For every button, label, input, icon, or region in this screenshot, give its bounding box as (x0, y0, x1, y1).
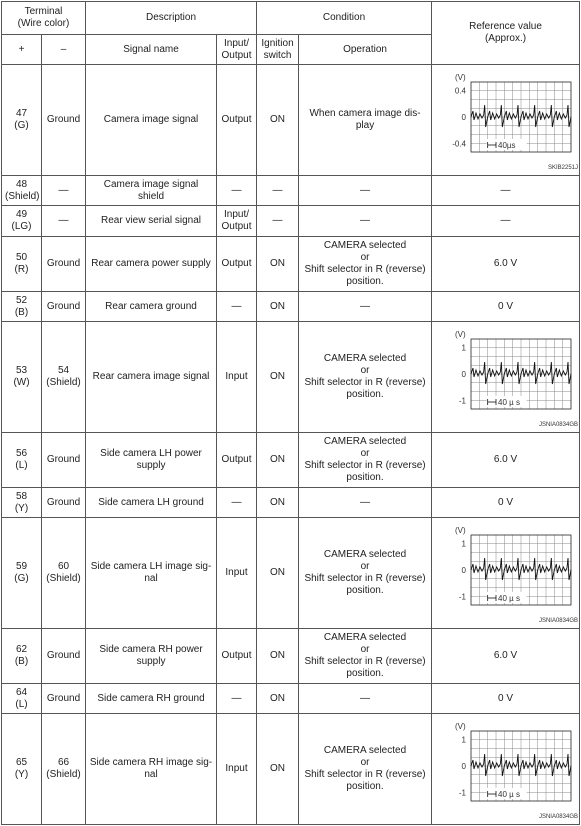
reference-value-cell: 0 V (432, 488, 580, 518)
operation-line: or (360, 561, 370, 572)
terminal-minus-line: — (58, 184, 69, 196)
terminal-minus-line: Ground (46, 650, 81, 661)
operation-line: play (355, 120, 375, 131)
input-output-cell (217, 518, 257, 629)
terminal-plus-line: 65 (15, 757, 28, 768)
waveform-y-unit: (V) (455, 722, 466, 731)
table-row (2, 488, 580, 518)
operation-line: — (360, 300, 371, 312)
ignition-switch-cell: ON (257, 322, 299, 433)
operation-cell (299, 629, 432, 684)
terminal-minus-cell (42, 629, 86, 684)
input-output-header (217, 35, 257, 65)
terminal-minus-cell (42, 206, 86, 237)
operation-cell (299, 714, 432, 825)
time-scale-label: 40µs (498, 141, 516, 150)
terminal-plus-line: (Y) (14, 502, 29, 514)
input-output-header-line: Input/ (224, 37, 250, 49)
operation-line: Shift selector in R (reverse) (304, 573, 426, 584)
terminal-plus-cell (2, 322, 42, 433)
signal-name-line: Side camera RH power (99, 644, 203, 655)
signal-name-line: nal (144, 769, 158, 780)
ignition-switch-cell: ON (257, 292, 299, 322)
reference-header-line: Reference value (469, 21, 542, 32)
reference-value-cell: — (432, 176, 580, 206)
time-scale-label: 40 µ s (498, 790, 520, 799)
table-row (2, 237, 580, 292)
terminal-plus-line: (G) (14, 573, 29, 584)
terminal-minus-cell (42, 488, 86, 518)
operation-line: Shift selector in R (reverse) (304, 377, 426, 388)
input-output-cell (217, 629, 257, 684)
signal-name-cell (86, 518, 217, 629)
wire-color-header-line: (Wire color) (17, 18, 70, 29)
operation-cell (299, 488, 432, 518)
signal-name-cell (86, 292, 217, 322)
signal-name-cell (86, 237, 217, 292)
operation-cell (299, 65, 432, 176)
terminal-plus-line: 58 (15, 490, 28, 502)
terminal-plus-line: 52 (15, 294, 28, 306)
operation-line: Shift selector in R (reverse) (304, 264, 426, 275)
description-header: Description (86, 2, 257, 35)
ignition-switch-cell: ON (257, 65, 299, 176)
operation-line: CAMERA selected (323, 353, 407, 364)
ignition-switch-cell: — (257, 176, 299, 206)
terminal-plus-line: 53 (15, 365, 28, 376)
terminal-minus-line: Ground (46, 454, 81, 465)
operation-header: Operation (299, 35, 432, 65)
ignition-header-line: Ignition (261, 37, 294, 49)
input-output-cell (217, 714, 257, 825)
ignition-switch-cell: ON (257, 714, 299, 825)
terminal-minus-line: Ground (46, 258, 81, 269)
terminal-minus-cell (42, 714, 86, 825)
signal-name-line: Side camera LH ground (98, 496, 204, 508)
operation-cell (299, 206, 432, 237)
reference-value-cell: 0 V (432, 292, 580, 322)
switch-header-line: switch (263, 49, 292, 61)
table-row (2, 176, 580, 206)
terminal-minus-cell (42, 65, 86, 176)
waveform-tick-label: 0 (461, 113, 467, 122)
terminal-plus-cell (2, 684, 42, 714)
table-row (2, 629, 580, 684)
signal-name-line: Rear camera image signal (92, 371, 210, 382)
signal-name-cell (86, 322, 217, 433)
terminal-plus-line: (L) (15, 460, 28, 471)
table-row (2, 65, 580, 176)
input-output-cell (217, 488, 257, 518)
terminal-plus-line: (G) (14, 120, 29, 131)
table-row (2, 292, 580, 322)
terminal-minus-line: 66 (57, 757, 70, 768)
terminal-plus-line: (Y) (14, 769, 29, 780)
reference-value-cell: 6.0 V (432, 237, 580, 292)
input-output-header-line: Output (221, 49, 252, 61)
terminal-minus-line: Ground (46, 496, 81, 508)
terminal-plus-line: (B) (14, 306, 29, 318)
operation-cell (299, 176, 432, 206)
input-output-line: Output (221, 114, 252, 125)
figure-code: SKIB2251J (548, 165, 579, 171)
terminal-plus-line: (Shield) (5, 190, 40, 202)
signal-name-line: Rear camera power supply (91, 258, 211, 269)
minus-header: – (42, 35, 86, 65)
operation-line: position. (346, 668, 384, 679)
time-scale-label: 40 µ s (498, 594, 520, 603)
signal-name-header: Signal name (86, 35, 217, 65)
terminal-plus-line: (R) (14, 264, 29, 275)
reference-value-cell (432, 322, 580, 433)
ignition-switch-cell: — (257, 206, 299, 237)
terminal-plus-line: 48 (15, 178, 28, 190)
ignition-switch-cell: ON (257, 237, 299, 292)
operation-cell (299, 237, 432, 292)
operation-cell (299, 684, 432, 714)
signal-name-line: nal (144, 573, 158, 584)
input-output-cell (217, 684, 257, 714)
input-output-cell (217, 206, 257, 237)
signal-name-cell (86, 65, 217, 176)
operation-cell (299, 433, 432, 488)
waveform-tick-label: 0 (461, 762, 467, 771)
signal-name-line: Side camera LH image sig- (90, 561, 212, 572)
waveform-chart (435, 521, 580, 625)
operation-cell (299, 518, 432, 629)
operation-line: — (360, 496, 371, 508)
terminal-minus-line: 60 (57, 561, 70, 572)
waveform-tick-label: 1 (461, 735, 467, 745)
signal-name-line: Side camera RH image sig- (89, 757, 213, 768)
figure-code: JSNIA0834GB (539, 618, 579, 624)
input-output-cell (217, 176, 257, 206)
terminal-plus-cell (2, 237, 42, 292)
waveform-chart (435, 717, 580, 821)
operation-cell (299, 292, 432, 322)
input-output-line: Output (221, 258, 252, 269)
reference-value-cell: — (432, 206, 580, 237)
waveform-tick-label: -1 (458, 592, 467, 602)
reference-value-cell (432, 518, 580, 629)
terminal-plus-line: 56 (15, 448, 28, 459)
terminal-plus-line: (LG) (11, 221, 32, 232)
condition-header: Condition (257, 2, 432, 35)
operation-line: position. (346, 276, 384, 287)
ignition-switch-cell: ON (257, 433, 299, 488)
operation-line: Shift selector in R (reverse) (304, 656, 426, 667)
ignition-switch-cell: ON (257, 629, 299, 684)
input-output-cell (217, 322, 257, 433)
operation-line: or (360, 365, 370, 376)
input-output-line: — (231, 184, 242, 196)
input-output-line: Output (221, 221, 252, 232)
signal-name-line: Rear view serial signal (100, 215, 202, 226)
terminal-spec-table (1, 1, 580, 825)
operation-cell (299, 322, 432, 433)
signal-name-line: Rear camera ground (105, 300, 197, 312)
ignition-switch-header (257, 35, 299, 65)
table-row (2, 518, 580, 629)
terminal-minus-cell (42, 518, 86, 629)
input-output-cell (217, 433, 257, 488)
terminal-plus-line: (L) (15, 698, 28, 710)
waveform-tick-label: 0.4 (454, 86, 467, 96)
terminal-plus-cell (2, 714, 42, 825)
terminal-minus-line: 54 (57, 365, 70, 376)
ignition-switch-cell: ON (257, 488, 299, 518)
terminal-minus-cell (42, 433, 86, 488)
operation-line: CAMERA selected (323, 436, 407, 447)
input-output-line: — (231, 692, 242, 704)
waveform-tick-label: -1 (458, 396, 467, 406)
operation-line: Shift selector in R (reverse) (304, 769, 426, 780)
figure-code: JSNIA0834GB (539, 422, 579, 428)
plus-header: + (2, 35, 42, 65)
input-output-line: Output (221, 650, 252, 661)
ignition-switch-cell: ON (257, 684, 299, 714)
terminal-minus-line: — (58, 215, 69, 226)
operation-line: CAMERA selected (323, 549, 407, 560)
input-output-cell (217, 65, 257, 176)
terminal-plus-line: (W) (13, 377, 30, 388)
waveform-y-unit: (V) (455, 73, 466, 82)
input-output-line: Input/ (224, 209, 250, 220)
terminal-plus-cell (2, 176, 42, 206)
signal-name-line: supply (136, 460, 166, 471)
waveform-chart (435, 68, 580, 172)
terminal-plus-cell (2, 629, 42, 684)
operation-line: CAMERA selected (323, 745, 407, 756)
reference-value-cell (432, 714, 580, 825)
terminal-minus-line: (Shield) (46, 769, 81, 780)
terminal-plus-line: 59 (15, 561, 28, 572)
operation-line: or (360, 448, 370, 459)
signal-name-line: Camera image signal (103, 114, 199, 125)
reference-value-cell: 6.0 V (432, 433, 580, 488)
operation-line: — (360, 692, 371, 704)
operation-line: Shift selector in R (reverse) (304, 460, 426, 471)
terminal-plus-cell (2, 65, 42, 176)
signal-name-cell (86, 684, 217, 714)
terminal-plus-line: 64 (15, 686, 28, 698)
operation-line: position. (346, 389, 384, 400)
terminal-plus-line: 62 (15, 644, 28, 655)
waveform-tick-label: -0.4 (452, 139, 467, 149)
signal-name-line: Side camera LH power (100, 448, 202, 459)
signal-name-line: Side camera RH ground (97, 692, 205, 704)
terminal-plus-line: 47 (15, 108, 28, 119)
operation-line: — (360, 184, 371, 196)
waveform-tick-label: 1 (461, 539, 467, 549)
terminal-minus-cell (42, 292, 86, 322)
waveform-tick-label: 1 (461, 343, 467, 353)
waveform-y-unit: (V) (455, 330, 466, 339)
figure-code: JSNIA0834GB (539, 814, 579, 820)
operation-line: or (360, 644, 370, 655)
operation-line: or (360, 252, 370, 263)
table-body (2, 65, 580, 825)
input-output-cell (217, 292, 257, 322)
operation-line: or (360, 757, 370, 768)
terminal-minus-line: Ground (46, 300, 81, 312)
table-row (2, 206, 580, 237)
operation-line: position. (346, 585, 384, 596)
table-row (2, 322, 580, 433)
terminal-minus-cell (42, 322, 86, 433)
terminal-minus-line: Ground (46, 692, 81, 704)
reference-header (432, 2, 580, 65)
terminal-plus-line: 50 (15, 252, 28, 263)
terminal-minus-cell (42, 684, 86, 714)
terminal-plus-cell (2, 518, 42, 629)
waveform-y-unit: (V) (455, 526, 466, 535)
waveform-tick-label: 0 (461, 370, 467, 379)
terminal-minus-cell (42, 237, 86, 292)
signal-name-line: supply (136, 656, 166, 667)
signal-name-cell (86, 176, 217, 206)
approx-header-line: (Approx.) (484, 33, 527, 44)
input-output-line: — (231, 496, 242, 508)
terminal-plus-cell (2, 433, 42, 488)
waveform-tick-label: -1 (458, 788, 467, 798)
input-output-line: Input (225, 371, 248, 382)
terminal-plus-cell (2, 206, 42, 237)
operation-line: When camera image dis- (309, 108, 421, 119)
terminal-minus-line: (Shield) (46, 377, 81, 388)
ignition-switch-cell: ON (257, 518, 299, 629)
signal-name-cell (86, 629, 217, 684)
operation-line: CAMERA selected (323, 632, 407, 643)
table-row (2, 714, 580, 825)
input-output-line: — (231, 300, 242, 312)
reference-value-cell: 0 V (432, 684, 580, 714)
terminal-minus-line: (Shield) (46, 573, 81, 584)
terminal-header-line: Terminal (24, 6, 63, 17)
operation-line: position. (346, 781, 384, 792)
signal-name-cell (86, 206, 217, 237)
table-row (2, 684, 580, 714)
terminal-plus-cell (2, 488, 42, 518)
waveform-tick-label: 0 (461, 566, 467, 575)
time-scale-label: 40 µ s (498, 398, 520, 407)
operation-line: CAMERA selected (323, 240, 407, 251)
reference-value-cell: 6.0 V (432, 629, 580, 684)
input-output-line: Input (225, 567, 248, 578)
terminal-minus-cell (42, 176, 86, 206)
operation-line: position. (346, 472, 384, 483)
signal-name-cell (86, 714, 217, 825)
signal-name-line: Camera image signal (103, 178, 199, 190)
signal-name-line: shield (137, 190, 165, 202)
input-output-line: Output (221, 454, 252, 465)
input-output-cell (217, 237, 257, 292)
waveform-chart (435, 325, 580, 429)
terminal-plus-line: (B) (14, 656, 29, 667)
operation-line: — (360, 215, 371, 226)
signal-name-cell (86, 488, 217, 518)
signal-name-cell (86, 433, 217, 488)
reference-value-cell (432, 65, 580, 176)
terminal-minus-line: Ground (46, 114, 81, 125)
input-output-line: Input (225, 763, 248, 774)
header-row-top (2, 2, 580, 35)
terminal-plus-line: 49 (15, 209, 28, 220)
table-row (2, 433, 580, 488)
terminal-plus-cell (2, 292, 42, 322)
terminal-header (2, 2, 86, 35)
